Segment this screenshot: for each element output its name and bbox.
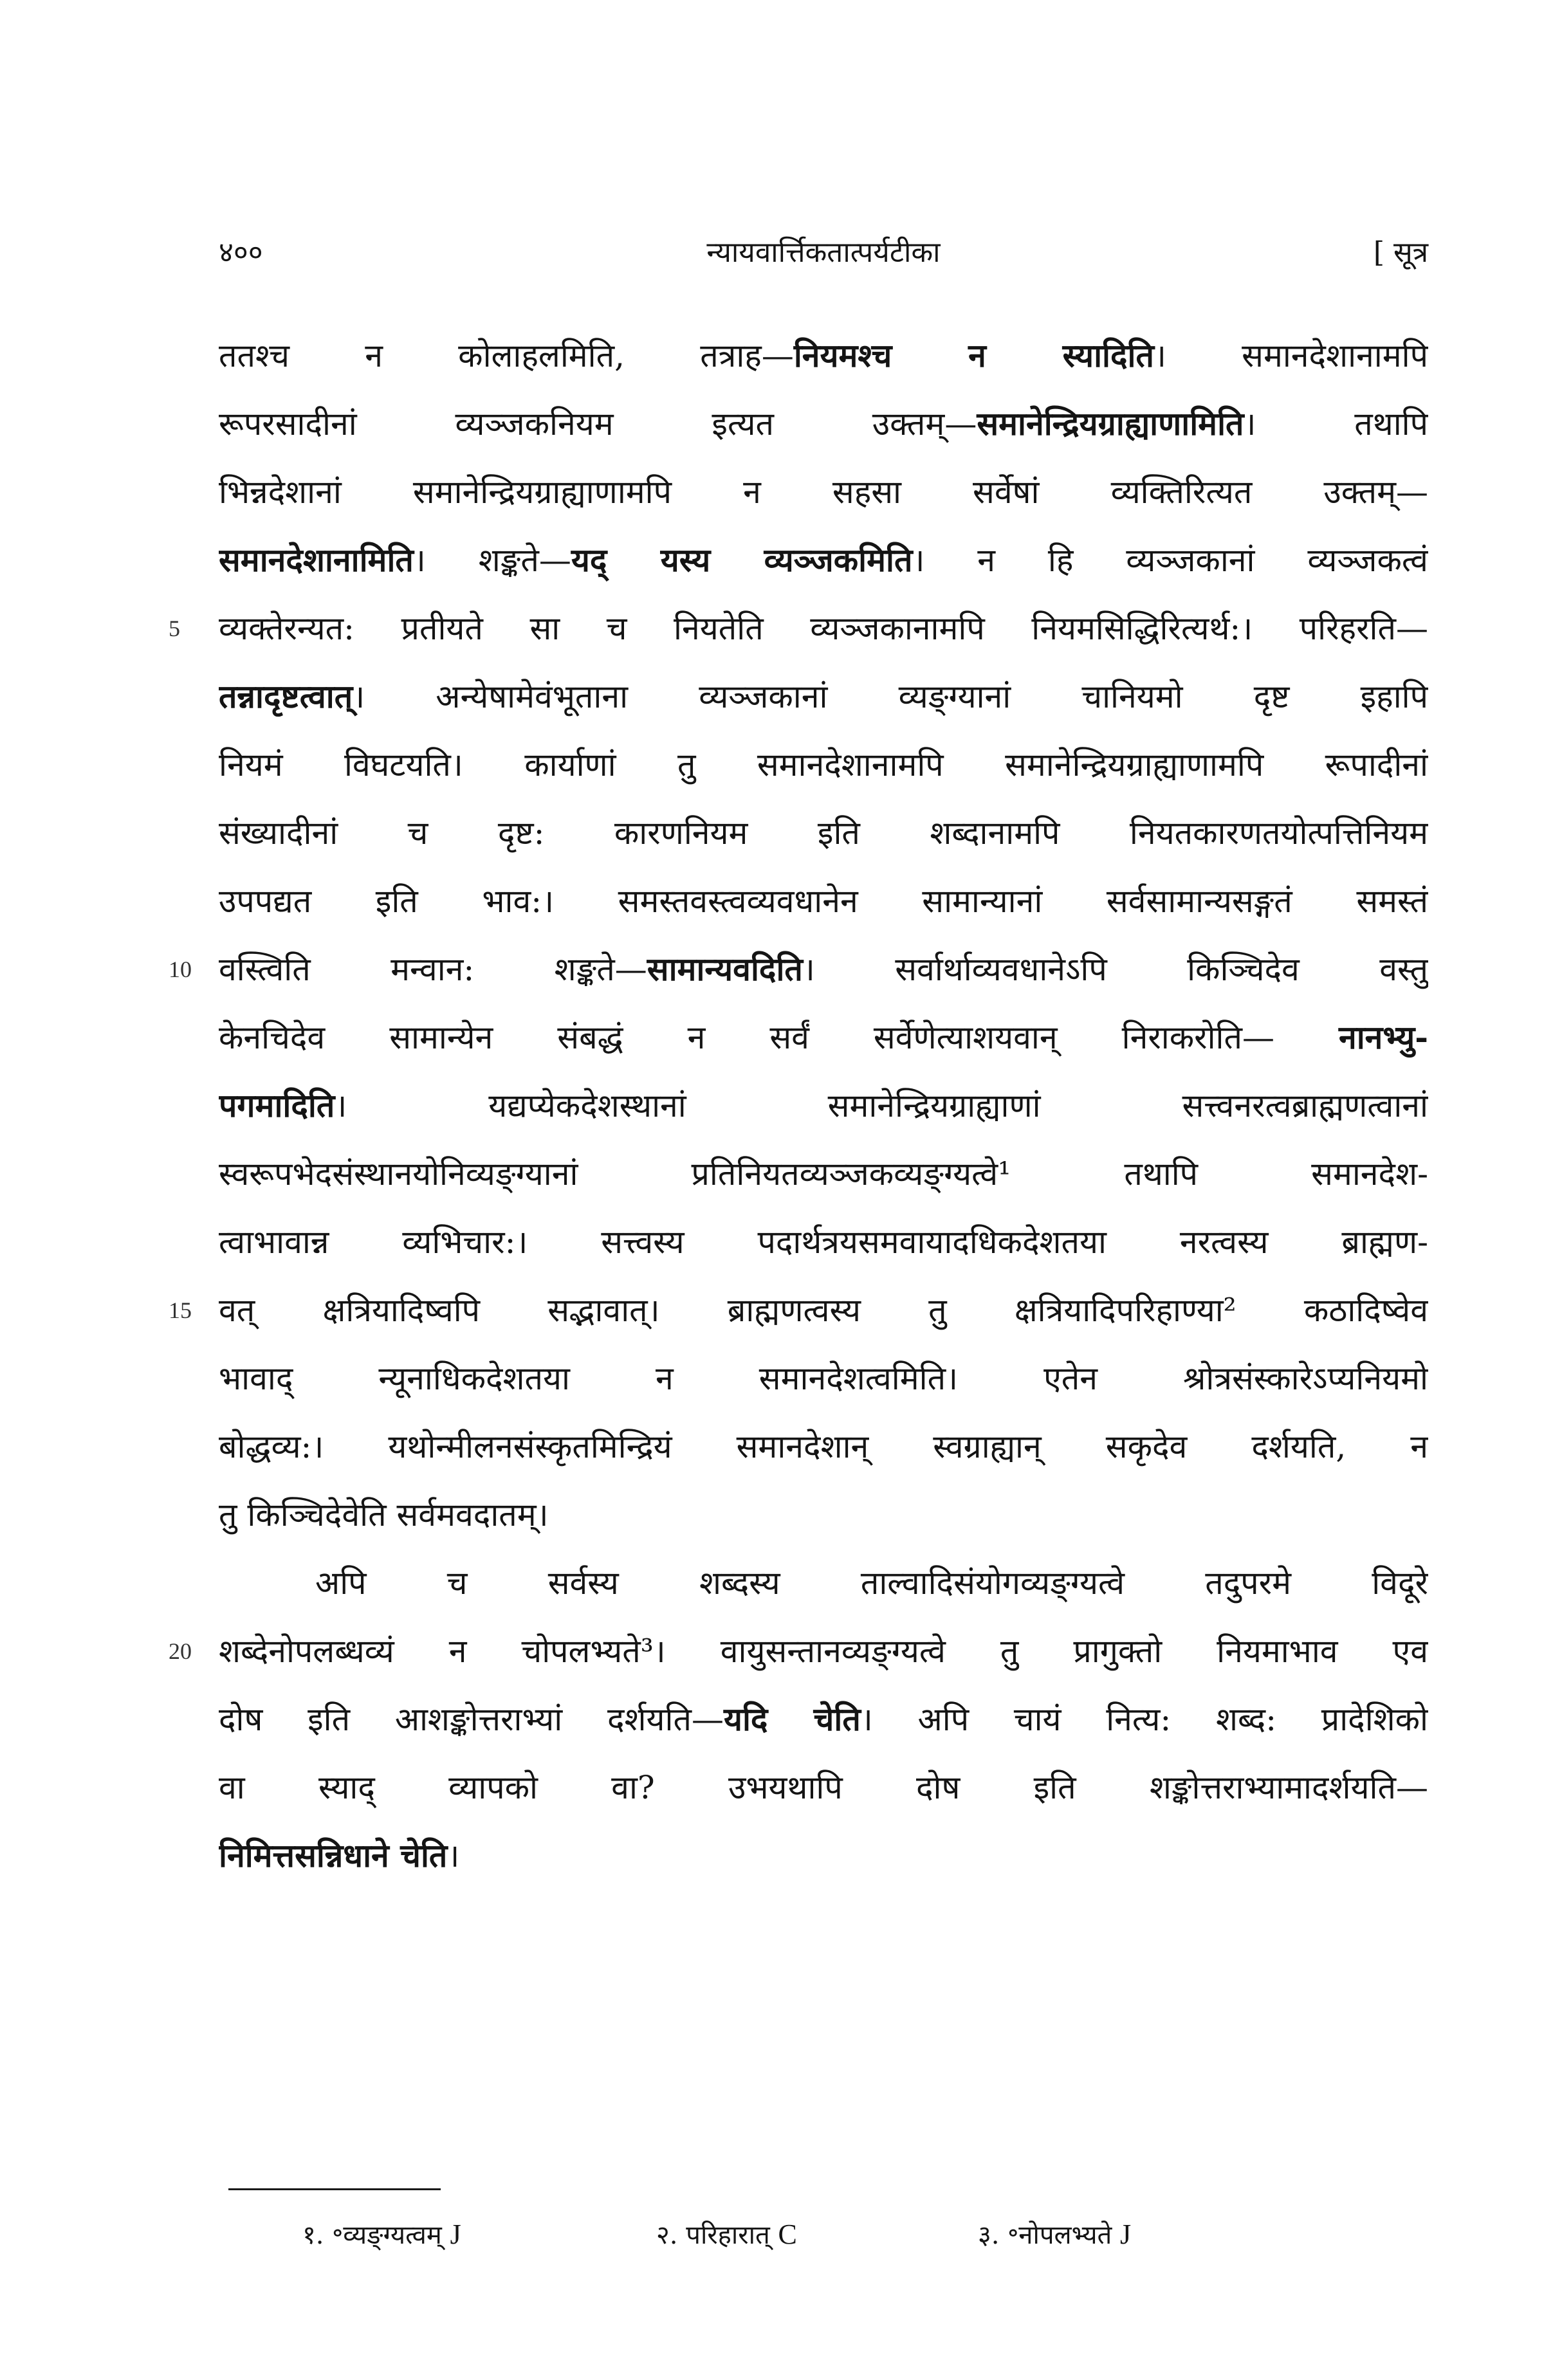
footnote-source: J xyxy=(1120,2219,1132,2250)
text-line xyxy=(219,1140,1428,1208)
footnote-source: C xyxy=(778,2219,797,2250)
plain-text: वा स्याद् व्यापको वा? उभयथापि दोष इति शङ्कोत्तराभ्यामादर्शयति— xyxy=(219,1769,1428,1806)
footnote-reading: ॰नोपलभ्यते xyxy=(1007,2220,1112,2250)
plain-text: तु किञ्चिदेवेति सर्वमवदातम्। xyxy=(219,1496,549,1533)
plain-text: अपि च सर्वस्य शब्दस्य ताल्वादिसंयोगव्यङ्ग्यत्वे तदुपरमे विदूरे xyxy=(315,1564,1428,1602)
line-number: 10 xyxy=(169,957,192,982)
text-line xyxy=(219,1276,1428,1344)
text-line xyxy=(219,731,1428,799)
plain-text: शब्देनोपलब्धव्यं न चोपलभ्यते³। वायुसन्तानव्यङ्ग्यत्वे तु प्रागुक्तो नियमाभाव एव xyxy=(219,1633,1428,1670)
footnote-divider xyxy=(228,2188,441,2190)
sutra-quote: यद् यस्य व्यञ्जकमिति xyxy=(571,541,913,579)
page-header xyxy=(219,232,1428,283)
text-line xyxy=(219,935,1428,1003)
plain-text: नियमं विघटयति। कार्याणां तु समानदेशानामपि समानेन्द्रियग्राह्याणामपि रूपादीनां xyxy=(219,746,1428,783)
plain-text: व्यक्तेरन्यत: प्रतीयते सा च नियतेति व्यञ्जकानामपि नियमसिद्धिरित्यर्थ:। परिहरति— xyxy=(219,610,1428,647)
plain-text: संख्यादीनां च दृष्ट: कारणनियम इति शब्दानामपि नियतकारणतयोत्पत्तिनियम xyxy=(219,814,1428,852)
line-number: 20 xyxy=(169,1638,192,1664)
footnote-mark: २. xyxy=(656,2220,678,2250)
footnotes xyxy=(302,2216,1396,2255)
page-number: ४०० xyxy=(219,236,263,269)
plain-text: । समानदेशानामपि xyxy=(1153,337,1428,374)
text-line xyxy=(219,1344,1428,1413)
sutra-quote: यदि चेति xyxy=(723,1700,861,1738)
text-line xyxy=(219,594,1428,663)
plain-text: वस्त्विति मन्वान: शङ्कते— xyxy=(219,951,647,988)
footnote-2 xyxy=(656,2216,797,2251)
plain-text: त्वाभावान्न व्यभिचार:। सत्त्वस्य पदार्थत्रयसमवायादधिकदेशतया नरत्वस्य ब्राह्मण- xyxy=(219,1223,1428,1261)
plain-text: । तथापि xyxy=(1244,405,1428,443)
plain-text: भिन्नदेशानां समानेन्द्रियग्राह्याणामपि न सहसा सर्वेषां व्यक्तिरित्यत उक्तम्— xyxy=(219,473,1428,511)
plain-text: रूपरसादीनां व्यञ्जकनियम इत्यत उक्तम्— xyxy=(219,405,977,443)
text-line xyxy=(219,867,1428,935)
sutra-quote: सामान्यवदिति xyxy=(647,950,803,988)
sutra-quote: नियमश्च न स्यादिति xyxy=(793,336,1154,374)
plain-text: । अपि चायं नित्य: शब्द: प्रादेशिको xyxy=(860,1701,1428,1738)
plain-text: स्वरूपभेदसंस्थानयोनिव्यङ्ग्यानां प्रतिनियतव्यञ्जकव्यङ्ग्यत्वे¹ तथापि समानदेश- xyxy=(219,1155,1428,1193)
text-line xyxy=(219,1072,1428,1140)
sutra-quote: निमित्तसन्निधाने चेति xyxy=(219,1836,448,1874)
footnote-mark: ३. xyxy=(978,2220,1000,2250)
text-line xyxy=(219,1549,1428,1617)
text-line xyxy=(219,799,1428,867)
plain-text: बोद्धव्य:। यथोन्मीलनसंस्कृतमिन्द्रियं समानदेशान् स्वग्राह्यान् सकृदेव दर्शयति, न xyxy=(219,1428,1428,1465)
plain-text: ततश्च न कोलाहलमिति, तत्राह— xyxy=(219,337,794,374)
footnote-source: J xyxy=(450,2219,461,2250)
text-line xyxy=(219,663,1428,731)
text-line xyxy=(219,1003,1428,1072)
plain-text: । यद्यप्येकदेशस्थानां समानेन्द्रियग्राह्याणां सत्त्वनरत्वब्राह्मणत्वानां xyxy=(335,1087,1428,1124)
text-line xyxy=(219,1208,1428,1276)
plain-text: । अन्येषामेवंभूताना व्यञ्जकानां व्यङ्ग्यानां चानियमो दृष्ट इहापि xyxy=(353,678,1428,715)
plain-text: केनचिदेव सामान्येन संबद्धं न सर्वं सर्वेणेत्याशयवान् निराकरोति— xyxy=(219,1019,1339,1056)
footnote-mark: १. xyxy=(302,2220,324,2250)
footnote-3 xyxy=(978,2216,1131,2251)
text-line xyxy=(219,1413,1428,1481)
sutra-quote: पगमादिति xyxy=(219,1086,335,1124)
line-number: 5 xyxy=(169,616,180,641)
plain-text: दोष इति आशङ्कोत्तराभ्यां दर्शयति— xyxy=(219,1701,724,1738)
line-number: 15 xyxy=(169,1297,192,1323)
text-line xyxy=(219,1481,1428,1549)
text-line xyxy=(219,1822,1428,1890)
plain-text: । xyxy=(447,1837,460,1874)
text-line xyxy=(219,1753,1428,1822)
text-line xyxy=(219,1617,1428,1685)
footnote-reading: परिहारात् xyxy=(686,2220,770,2250)
text-line xyxy=(219,458,1428,526)
sutra-quote: समानदेशानामिति xyxy=(219,541,414,579)
sutra-quote: समानेन्द्रियग्राह्याणामिति xyxy=(977,405,1244,443)
text-line xyxy=(219,1685,1428,1753)
footnote-1 xyxy=(302,2216,461,2251)
sutra-quote: नानभ्यु- xyxy=(1338,1018,1428,1056)
text-line xyxy=(219,390,1428,458)
text-line xyxy=(219,526,1428,594)
text-line xyxy=(219,322,1428,390)
commentary-text xyxy=(219,322,1428,1890)
section-label: [ सूत्र xyxy=(1373,236,1428,269)
plain-text: । न हि व्यञ्जकानां व्यञ्जकत्वं xyxy=(912,542,1428,579)
plain-text: । शङ्कते— xyxy=(413,542,571,579)
footnote-reading: ॰व्यङ्ग्यत्वम् xyxy=(332,2220,442,2250)
plain-text: वत् क्षत्रियादिष्वपि सद्भावात्। ब्राह्मणत्वस्य तु क्षत्रियादिपरिहाण्या² कठादिष्वेव xyxy=(219,1292,1428,1329)
plain-text: । सर्वार्थाव्यवधानेऽपि किञ्चिदेव वस्तु xyxy=(802,951,1428,988)
plain-text: भावाद् न्यूनाधिकदेशतया न समानदेशत्वमिति। एतेन श्रोत्रसंस्कारेऽप्यनियमो xyxy=(219,1360,1428,1397)
plain-text: उपपद्यत इति भाव:। समस्तवस्त्वव्यवधानेन सामान्यानां सर्वसामान्यसङ्गतं समस्तं xyxy=(219,883,1428,920)
running-title: न्यायवार्त्तिकतात्पर्यटीका xyxy=(706,236,941,269)
sutra-quote: तन्नादृष्टत्वात् xyxy=(219,677,353,715)
